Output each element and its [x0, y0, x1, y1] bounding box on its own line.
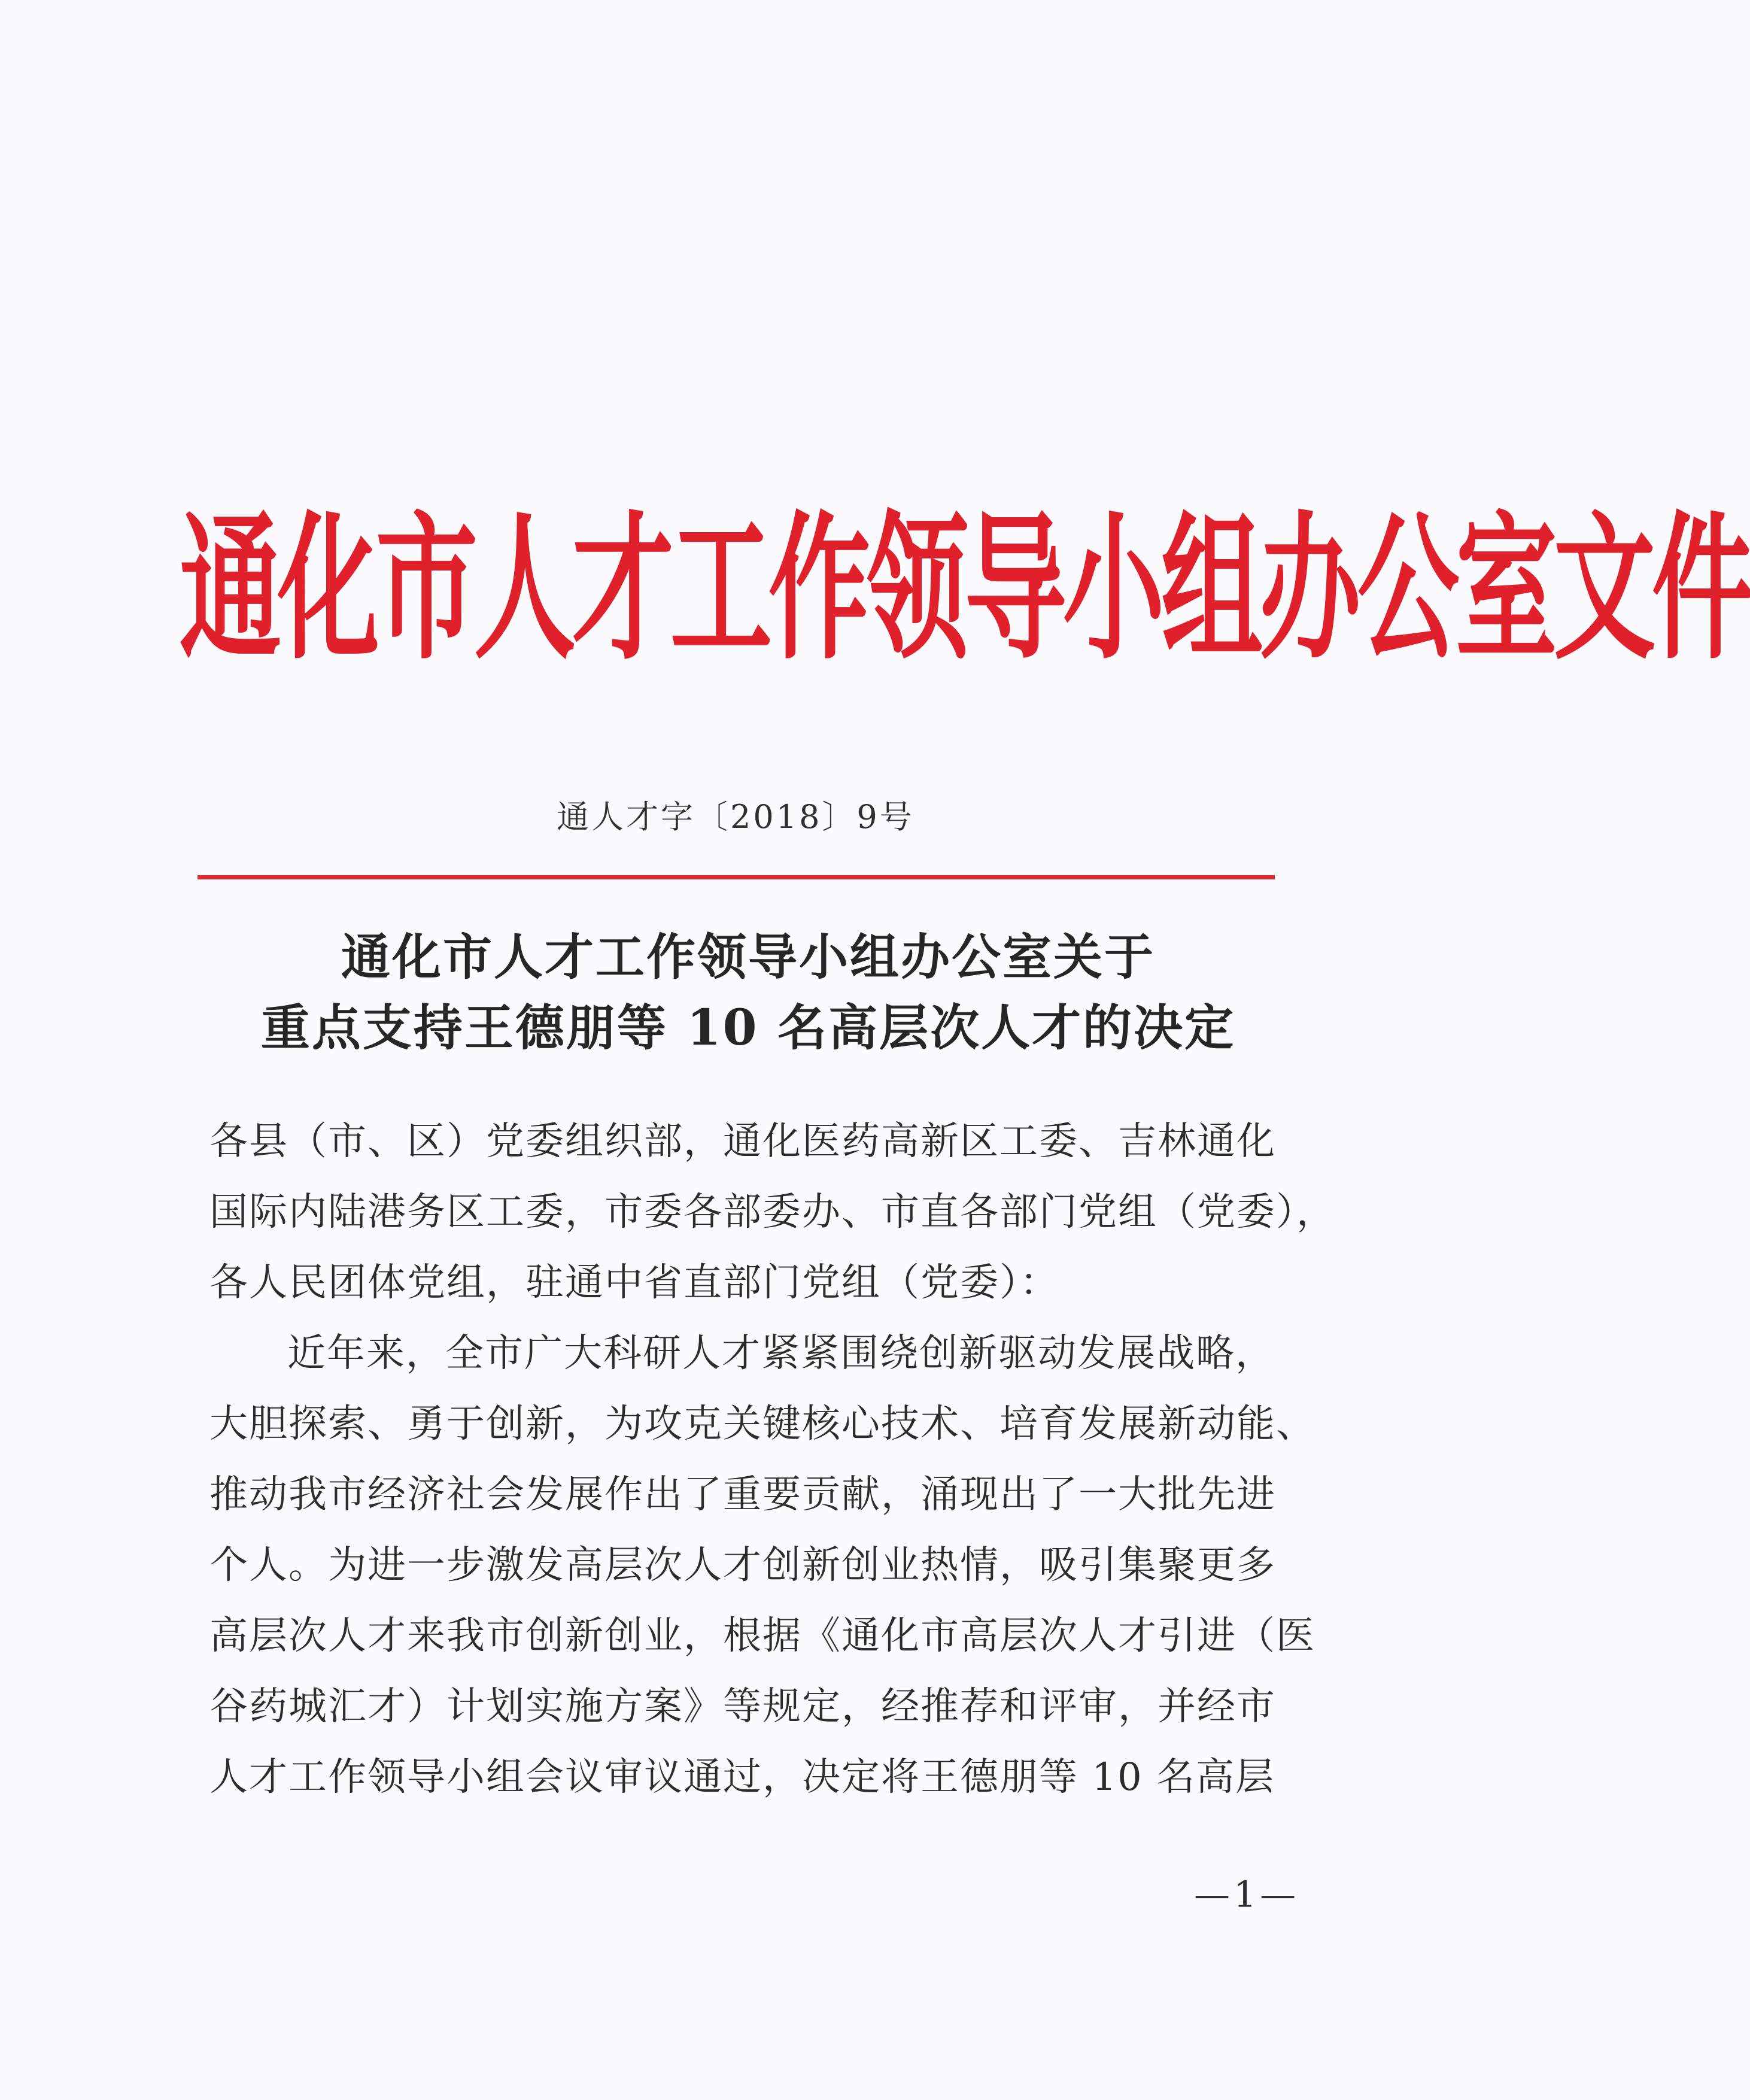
document-body: [209, 1106, 1336, 1813]
header-title-text: 通化市人才工作领导小组办公室文件: [180, 497, 1750, 682]
title-line-2: 重点支持王德朋等 10 名高层次人才的决定: [260, 999, 1236, 1057]
title-line-1: 通化市人才工作领导小组办公室关于: [341, 928, 1155, 986]
body-line: 各人民团体党组，驻通中省直部门党组（党委）：: [209, 1261, 1059, 1305]
body-line: 个人。为进一步激发高层次人才创新创业热情，吸引集聚更多: [209, 1543, 1276, 1588]
document-title: [198, 922, 1299, 1063]
red-divider-line: [198, 875, 1275, 879]
body-line: 国际内陆港务区工委，市委各部委办、市直各部门党组（党委），: [209, 1190, 1336, 1234]
body-line: 高层次人才来我市创新创业，根据《通化市高层次人才引进（医: [209, 1614, 1315, 1658]
body-line: 各县（市、区）党委组织部，通化医药高新区工委、吉林通化: [209, 1119, 1276, 1164]
document-number: 通人才字〔2018〕9号: [557, 798, 915, 836]
page-number: —1—: [1194, 1874, 1300, 1916]
body-line: 谷药城汇才）计划实施方案》等规定，经推荐和评审，并经市: [209, 1685, 1276, 1729]
body-line: 大胆探索、勇于创新，为攻克关键核心技术、培育发展新动能、: [209, 1402, 1315, 1446]
body-line: 人才工作领导小组会议审议通过，决定将王德朋等 10 名高层: [209, 1755, 1275, 1799]
red-header-title: [180, 497, 1750, 682]
body-line: 推动我市经济社会发展作出了重要贡献，涌现出了一大批先进: [209, 1473, 1276, 1517]
body-line: 近年来，全市广大科研人才紧紧围绕创新驱动发展战略，: [287, 1331, 1275, 1376]
